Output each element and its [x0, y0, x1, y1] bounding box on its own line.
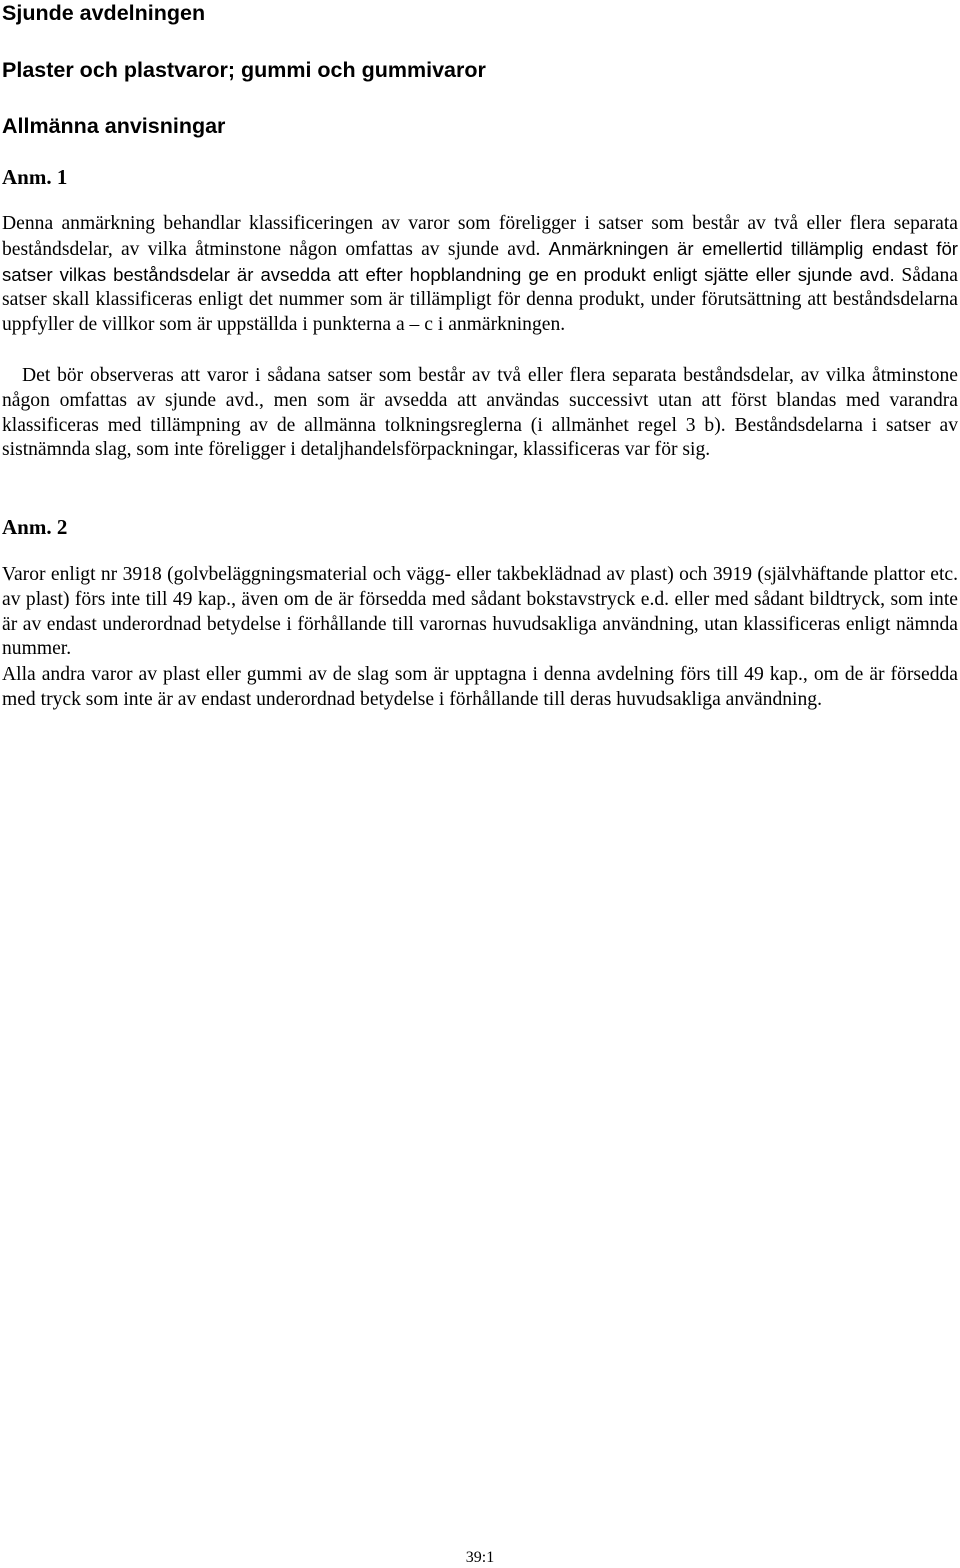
note-1-label: Anm. 1 [2, 165, 68, 189]
note-1-text-a: Denna anmärkning behandlar klassificeringen av varor som föreligger i satser som består av två eller flera separata beståndsdelar, av vilka åtminstone någon omfattas av sjunde avd. [2, 213, 958, 260]
page-number: 39:1 [465, 1549, 495, 1566]
note-1-paragraph-1 [2, 212, 958, 338]
chapter-title: Plaster och plastvaror; gummi och gummivaror [2, 58, 486, 82]
section-title: Sjunde avdelningen [2, 1, 206, 25]
note-1-text-e: , men som är avsedda att användas successivt utan att först blandas med varandra klassificeras med tillämpning av de allmänna tolkningsreglerna (i allmänhet regel 3 b). [2, 389, 958, 436]
note-1-text-d: Det bör observeras att varor i sådana satser som består av två eller flera separata beståndsdelar, av vilka åtminstone någon omfattas av sjunde avd. [2, 365, 958, 411]
note-1-paragraph-2 [2, 364, 958, 463]
note-2-text-b: , även om de är försedda med sådant bokstavstryck e.d. eller med sådant bildtryck, som inte är av endast underordnad betydelse i förhållande till varornas huvudsakliga användning, utan klassificeras enligt nämnda nummer. [2, 588, 958, 660]
note-2-paragraph-2 [2, 663, 958, 713]
note-2-label: Anm. 2 [2, 515, 68, 539]
note-1-text-f: Beståndsdelarna i satser av sistnämnda slag, som inte föreligger i detaljhandelsförpackningar, klassificeras var för sig. [2, 414, 958, 461]
general-notes-heading: Allmänna anvisningar [2, 114, 226, 138]
note-1-text-b: Anmärkningen är emellertid tillämplig endast för satser vilkas beståndsdelar är avsedda att efter hopblandning ge en produkt enligt sjätte eller sjunde avd. [2, 237, 958, 285]
page-footer [0, 1549, 960, 1567]
note-2-text-a: Varor enligt nr 3918 (golvbeläggningsmaterial och vägg- eller takbeklädnad av plast) och 3919 (självhäftande plattor etc. av plast) förs inte till 49 kap. [2, 564, 958, 610]
note-2-paragraph-1 [2, 563, 958, 662]
note-1-text-c: Sådana satser skall klassificeras enligt det nummer som är tillämpligt för denna produkt, under förutsättning att beståndsdelarna uppfyller de villkor som är uppställda i punkterna a – c i anmärkningen. [2, 264, 958, 336]
note-2-text-c: Alla andra varor av plast eller gummi av de slag som är upptagna i denna avdelning förs till 49 kap., om de är försedda med tryck som inte är av endast underordnad betydelse i förhållande till deras huvudsakliga användning. [2, 664, 958, 710]
